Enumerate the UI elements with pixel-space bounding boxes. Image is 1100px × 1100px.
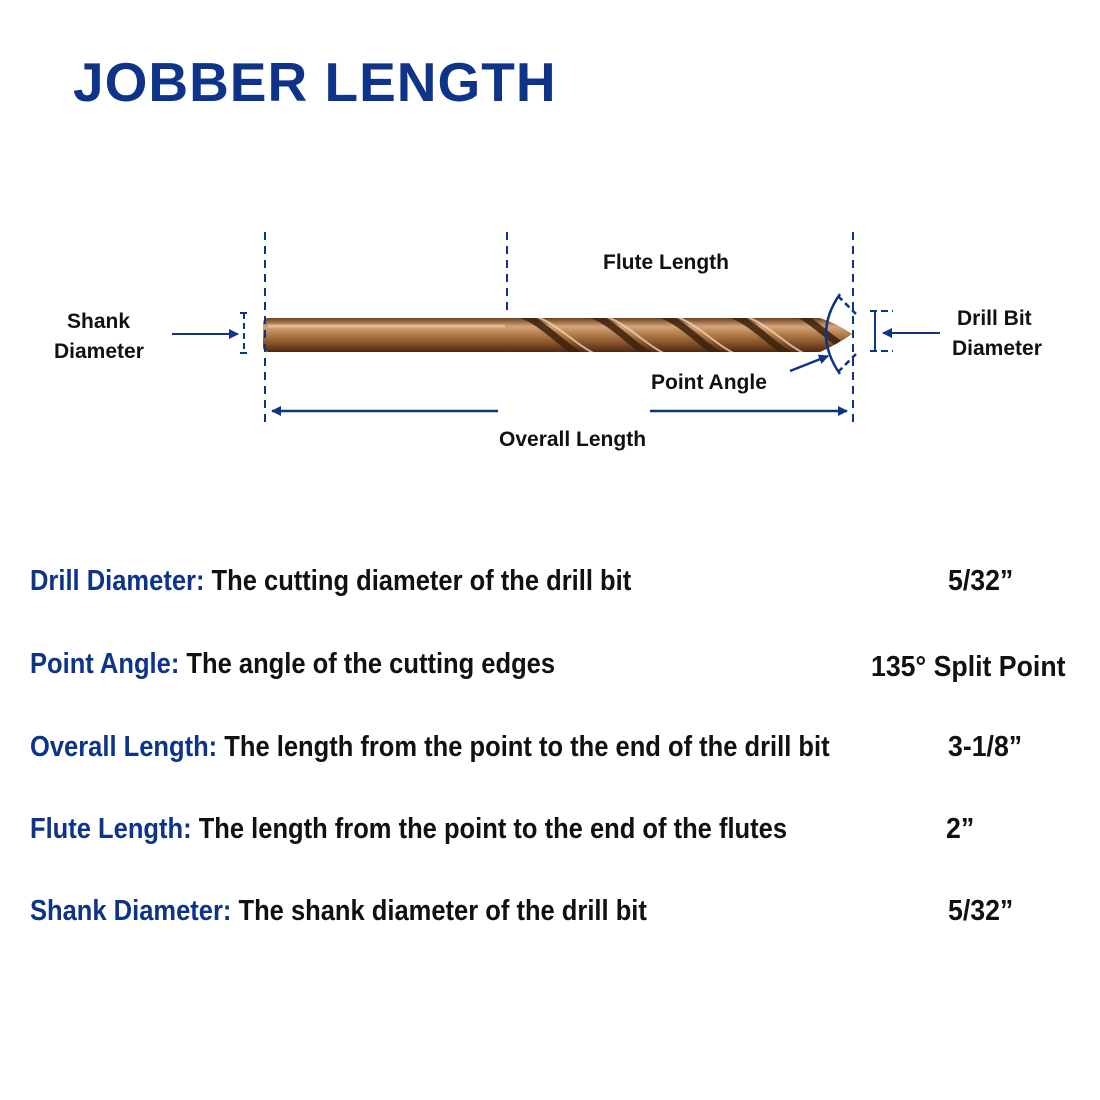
- drill-bit-diameter-label-line2: Diameter: [952, 337, 1042, 360]
- spec-description: The cutting diameter of the drill bit: [204, 565, 632, 597]
- drill-bit-shank: [263, 318, 513, 352]
- drill-bit-diameter-bracket: [870, 311, 940, 351]
- spec-value-point-angle: 135° Split Point: [871, 651, 1066, 683]
- shank-diameter-label-line2: Diameter: [54, 340, 144, 363]
- spec-row-point-angle: [30, 648, 555, 681]
- spec-row-drill-diameter: [30, 565, 631, 598]
- overall-length-label: Overall Length: [499, 428, 647, 451]
- spec-description: The angle of the cutting edges: [179, 648, 556, 680]
- shank-diameter-label-line1: Shank: [67, 310, 131, 333]
- drill-bit-diagram: [0, 0, 1100, 500]
- spec-name: Flute Length:: [30, 813, 192, 845]
- drill-bit-diameter-label-line1: Drill Bit: [957, 307, 1032, 330]
- spec-value-shank-diameter: 5/32”: [948, 895, 1014, 927]
- spec-row-flute-length: [30, 813, 787, 846]
- spec-name: Point Angle:: [30, 648, 180, 680]
- spec-row-shank-diameter: [30, 895, 647, 928]
- spec-name: Shank Diameter:: [30, 895, 232, 927]
- spec-name: Overall Length:: [30, 731, 218, 763]
- page-title: JOBBER LENGTH: [73, 51, 557, 113]
- drill-bit-flutes: [505, 312, 852, 358]
- spec-value-overall-length: 3-1/8”: [948, 731, 1023, 763]
- flute-length-label: Flute Length: [603, 251, 729, 274]
- spec-row-overall-length: [30, 731, 830, 764]
- spec-value-drill-diameter: 5/32”: [948, 565, 1014, 597]
- spec-value-flute-length: 2”: [946, 813, 975, 845]
- spec-description: The length from the point to the end of the drill bit: [217, 731, 830, 763]
- point-angle-label: Point Angle: [651, 371, 767, 394]
- spec-description: The length from the point to the end of the flutes: [191, 813, 788, 845]
- shank-diameter-bracket: [172, 313, 247, 353]
- spec-description: The shank diameter of the drill bit: [231, 895, 647, 927]
- spec-name: Drill Diameter:: [30, 565, 205, 597]
